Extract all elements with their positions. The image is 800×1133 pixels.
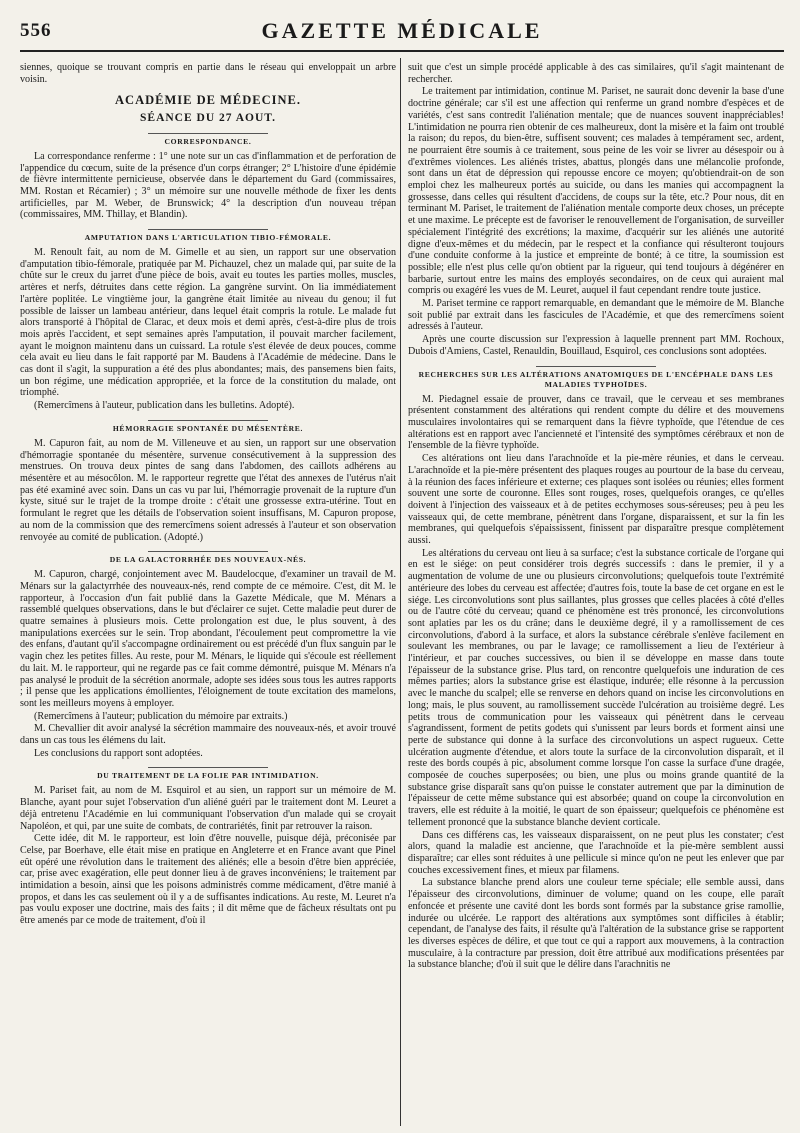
session-title: SÉANCE DU 27 AOUT. xyxy=(140,112,276,125)
folie-paragraph-1: M. Pariset fait, au nom de M. Esquirol et au sien, un rapport sur un mémoire de M. Blanche, ayant pour sujet l'observation d'un aliéné guéri par le traitement dont M. Leuret a déjà entretenu l'Académie en lui communiquant l'observation d'un malade qui se croyait Napoléon, et qui, par une suite de combats, de contrariétés, finit par retrouver la raison. xyxy=(20,785,396,832)
intro-paragraph: siennes, quoique se trouvant compris en partie dans le réseau qui enveloppait un arbre voisin. xyxy=(20,62,396,85)
section-heading-galactorrhee: DE LA GALACTORRHÉE DES NOUVEAUX-NÉS. xyxy=(20,551,396,565)
masthead xyxy=(20,18,784,52)
galactorrhee-conclusion: Les conclusions du rapport sont adoptées. xyxy=(34,747,203,759)
folie-continuation: suit que c'est un simple procédé applicable à des cas similaires, qu'il s'agit maintenant de rechercher. xyxy=(408,62,784,85)
section-heading-folie: DU TRAITEMENT DE LA FOLIE PAR INTIMIDATION. xyxy=(20,767,396,781)
correspondance-paragraph: La correspondance renferme : 1° une note sur un cas d'inflammation et de perforation de l'appendice du cœcum, suite de la présence d'un corps étranger; 2° L'histoire d'une épidémie de fièvre intermittente pernicieuse, observée dans le département du Gard (commissaires, MM. Rostan et Récamier) ; 3° un mémoire sur une nouvelle méthode de fixer les dents artificielles, par M. Weber, de Brunswick; 4° la description d'un nouveau trépan (commissaires, MM. Thillay, et Blandin). xyxy=(20,150,396,221)
section-heading-encephale: RECHERCHES SUR LES ALTÉRATIONS ANATOMIQUES DE L'ENCÉPHALE DANS LES MALADIES TYPHOÏDES. xyxy=(408,366,784,390)
section-heading-amputation: AMPUTATION DANS L'ARTICULATION TIBIO-FÉMORALE. xyxy=(20,229,396,243)
hemorrhagie-paragraph: M. Capuron fait, au nom de M. Villeneuve et au sien, un rapport sur une observation d'hémorragie spontanée du mésentère, survenue consécutivement à la suppression des menstrues. On trouva deux pintes de sang dans l'abdomen, des caillots adhérens au mésentère et au mésocôlon. M. le rapporteur regrette que l'état des annexes de l'utérus n'ait pas été examiné avec soin. Dans un cas vu par lui, l'hémorragie provenait de la rupture d'un kyste, situé sur le trajet de la trompe droite : c'était une grossesse extra-utérine. Tout en formulant le regret que les détails de l'observation soient insuffisans, M. Capuron propose, au nom de la commission que des remercîmens soient adressés à l'auteur et son observation renvoyée au comité de publication. (Adopté.) xyxy=(20,437,396,543)
galactorrhee-chevallier: M. Chevallier dit avoir analysé la sécrétion mammaire des nouveaux-nés, et avoir trouvé dans un cas tous les élémens du lait. xyxy=(20,723,396,747)
right-column xyxy=(408,62,784,1126)
pariset-conclusion: M. Pariset termine ce rapport remarquable, en demandant que le mémoire de M. Blanche soit publié par extrait dans les fascicules de l'Académie, et que des remercîmens soient adressés à l'auteur. xyxy=(408,298,784,333)
amputation-paragraph: M. Renoult fait, au nom de M. Gimelle et au sien, un rapport sur une observation d'amputation tibio-fémorale, pratiquée par M. Pichauzel, chez un malade qui, par suite de la chûte sur le creux du jarret d'une pièce de bois, avait eu toutes les parties molles, muscles, artères et nerfs, détruites dans cette région. La gangrène survint. On lia immédiatement l'artère poplitée. Le vingtième jour, la gangrène était limitée au niveau du genou; il fut possible de laisser un lambeau antérieur, dans lequel était compris la rotule. Le malade fut alors transporté à l'hôpital de Clarac, et deux mois et demi après, c'est-à-dire plus de trois mois après l'accident, et sept semaines après l'amputation, il pouvait marcher facilement, ayant le moignon maintenu dans un cuissard. La rotule s'est élevée de deux pouces, comme cela avait eu lieu dans le fait rapporté par M. Baudens à l'Académie de médecine. Dans le cas dont il s'agit, la suppuration a été des plus abondantes; mais, des pansemens bien faits, un bon régime, une médication appropriée, et la force de la constitution du malade, ont triomphé. xyxy=(20,247,396,399)
journal-title: GAZETTE MÉDICALE xyxy=(261,18,543,43)
discussion-paragraph: Après une courte discussion sur l'expression à laquelle prennent part MM. Rochoux, Dubois d'Amiens, Castel, Renauldin, Bouillaud, Esquirol, ces conclusions sont adoptées. xyxy=(408,334,784,357)
section-heading-correspondance: CORRESPONDANCE. xyxy=(20,133,396,147)
folie-paragraph-2: Cette idée, dit M. le rapporteur, est loin d'être nouvelle, puisque déjà, préconisée par Celse, par Boerhave, elle était mise en pratique en Angleterre et en France avant que Pinel eût opéré une révolution dans le traitement des aliénés; elle a besoin d'être bien appréciée, car, prise avec exagération, elle peut donner lieu à de graves inconvéniens; le traitement par intimidation a besoin, ainsi que les poisons administrés comme médicament, d'être manié à propos, et dans les cas seulement où il y a de suffisantes indications. Au reste, M. Leuret n'a pas voulu exposer une doctrine, mais des faits ; il dit même que de fâcheux résultats ont pu être amenés par ce mode de traitement, d'où il xyxy=(20,833,396,927)
galactorrhee-paragraph: M. Capuron, chargé, conjointement avec M. Baudelocque, d'examiner un travail de M. Ménars sur la galactyrrhée des nouveaux-nés, rend compte de ce mémoire. C'est, dit M. le rapporteur, à l'occasion d'un fait publié dans la Gazette Médicale, que M. Ménars a rassemblé quelques observations, dans le but d'éclairer ce sujet. Cette maladie peut durer de quatre semaines à plusieurs mois. Cette prolongation est due, le plus souvent, à des manipulations exercées sur le sein. Trop abondant, l'écoulement peut compromettre la vie des enfans, d'autant qu'il s'accompagne ordinairement ou est précédé d'un flux sanguin par le vagin chez les petites filles. Au reste, pour M. Ménars, le liquide qui s'écoule est réellement du lait. M. le rapporteur, qui ne regarde pas ce fait comme démontré, puisque M. Ménars n'a pas analysé le produit de la sécrétion anormale, adopte ses idées sous tous les autres rapports ; il pense que les applications émollientes, l'éloignement de toute excitation des mamelons, sont les meilleurs moyens à employer. xyxy=(20,569,396,709)
galactorrhee-decision: (Remercîmens à l'auteur; publication du mémoire par extraits.) xyxy=(34,710,288,722)
encephale-paragraph-2: Ces altérations ont lieu dans l'arachnoïde et la pie-mère réunies, et dans le cerveau. L'arachnoïde et la pie-mère présentent des plaques rouges au pourtour de la base du cerveau, à la réunion des faces inférieure et externe; ces plaques sont isolées ou réunies; elles forment souvent une sorte de couronne. Elles sont rouges, roses, quelquefois oranges, ce qu'elles doivent à l'injection des vaisseaux et à de petites ecchymoses sous-séreuses; peu à peu les vaisseaux qui, de cette membrane, pénètrent dans l'organe, disparaissent, et sur la fin les membranes, qui quelquefois s'épaississent, finissent par disparaître presque complètement aussi. xyxy=(408,453,784,547)
page-number: 556 xyxy=(20,20,52,41)
academy-title: ACADÉMIE DE MÉDECINE. xyxy=(115,93,301,108)
pariset-paragraph: Le traitement par intimidation, continue M. Pariset, ne saurait donc devenir la base d'une doctrine générale; car s'il est une affection qui renferme un grand nombre d'espèces et de variétés, c'est sans contredit l'aliénation mentale; que de nuances souvent inappréciables! L'intimidation ne pourra rien obtenir de ces malheureux, dont la misère et la faim ont troublé la raison; du repos, du bien-être, suffisent souvent; ces malades à tempérament sec, ardent, ne pourraient être soumis à ce traitement, sous peine de les voir se livrer au désespoir ou à d'extrêmes violences. Les aliénés tristes, abattus, plongés dans une mélancolie profonde, sont dans un état de dépression qui repousse encore ce moyen; qu'obtiendrait-on de son emploi chez les malheureux portés au suicide, ou dans les manies qui accompagnent la grossesse, dans celles qui résultent d'accidens, de coups sur la tête, etc.? Pour nous, dit en terminant M. Pariset, le traitement de l'aliénation mentale comporte deux choses, un précepte et une maxime. Le précepte est de favoriser le renouvellement de l'organisation, de surveiller spécialement l'intégrité des excrétions; la maxime, d'acquérir sur les aliénés une autorité digne d'eux-mêmes et du médecin, par le respect et la confiance qui résulteront toujours d'une conduite conforme à la justice et empreinte de bonté; à ce titre, la soumission est possible; elle n'est plus celle qu'on obtient par la rigueur, qui tend toujours à dégénérer en barbarie, surtout entre les mains des employés secondaires, on de ceux qui auraient mal compris ou exagéré les vues de M. Leuret, auquel il faut cependant rendre toute justice. xyxy=(408,86,784,297)
encephale-paragraph-3: Les altérations du cerveau ont lieu à sa surface; c'est la substance corticale de l'organe qui en est le siége: on peut considérer trois degrés successifs : dans le premier, il y a augmentation de volume de une ou plusieurs circonvolutions; quelquefois toute l'extrémité antérieure des lobes du cerveau est affectée; d'autres fois, toute la base de cet organe en est le siége. Les circonvolutions sont plus saillantes, plus grosses que celles placées à côté d'elles ou de l'autre côté du cerveau; quand ce phénomène est très prononcé, les circonvolutions sont aplaties par les os du crâne; dans le deuxième degré, il y a ramollissement de ces circonvolutions, d'abord à la surface, et alors la substance cérébrale s'enlève facilement en soulevant les membranes, ou par le lavage; ce ramollissement a lieu de l'extérieur à l'intérieur, et par couches successives, ou bien il se développe en masse dans toute l'épaisseur de la substance grise. Plus tard, on rencontre quelquefois une induration de ces mêmes parties; alors la substance grise est élastique, indurée; elle résonne à la percussion avec le manche du scalpel; elle se renverse en dehors quand on incise les circonvolutions en long; mais, le plus souvent, au ramollissement succède l'ulcération au troisième degré. Les petits trous de communication pour les vaisseaux qui pénètrent dans le cerveau s'agrandissent, forment de petits godets qui s'unissent par leurs bords et forment ainsi une perte de substance qui donne à la surface des circonvolutions un aspect rugueux. Cette ulcération augmente d'étendue, et alors toute la surface de la circonvolution disparaît, et il reste des bords coupés à pic, absolument comme lorsque l'on casse la surface d'une dragée, composée de couches superposées; ou bien, une plus ou moins grande quantité de la substance grise disparaît sans qu'on puisse le constater autrement que par la diminution de l'épaisseur de cette même substance qui est absorbée; quand on coupe la circonvolution en travers, elle est réduite à la moitié, le quart de son épaisseur; quelquefois ce phénomène est tellement prononcé que la substance blanche devient corticale. xyxy=(408,547,784,828)
section-heading-hemorrhagie: HÉMORRAGIE SPONTANÉE DU MÉSENTÈRE. xyxy=(20,420,396,434)
encephale-paragraph-4: Dans ces différens cas, les vaisseaux disparaissent, on ne peut plus les constater; c'est alors, quand la maladie est ancienne, que l'arachnoïde et la pie-mère semblent aussi disparaître; car elles sont réduites à une pellicule si mince qu'on ne peut les enlever que par couches excessivement fines, et mieux par filamens. xyxy=(408,829,784,876)
left-column xyxy=(20,62,396,1126)
encephale-paragraph-1: M. Piedagnel essaie de prouver, dans ce travail, que le cerveau et ses membranes présentent constamment des altérations qui rendent compte du délire et des mouvemens musculaires involontaires qui se remarquent dans la fièvre typhoïde, que l'étendue de ces altérations est en rapport avec l'ancienneté et l'intensité des symptômes cérébraux et non de l'ensemble de la fièvre typhoïde. xyxy=(408,393,784,452)
amputation-conclusion: (Remercîmens à l'auteur, publication dans les bulletins. Adopté). xyxy=(34,400,295,412)
encephale-paragraph-5: La substance blanche prend alors une couleur terne spéciale; elle semble aussi, dans l'épaisseur des circonvolutions, diminuer de volume; quand on les coupe, elle paraît enfoncée et présente une cavité dont les bords sont formés par la substance grise ramollie, indurée ou ulcérée. Le rapport des altérations aux symptômes sont difficiles à établir; cependant, de l'analyse des faits, il résulte qu'à l'altération de la substance grise se rapportent les diverses espèces de délire, et que tout ce qui a rapport aux mouvemens, à la contraction musculaire, à la contracture par pression, doit être attribué aux modifications présentées par la substance blanche; d'où il suit que le délire dans l'arachnitis ne xyxy=(408,877,784,971)
column-divider xyxy=(400,58,401,1126)
